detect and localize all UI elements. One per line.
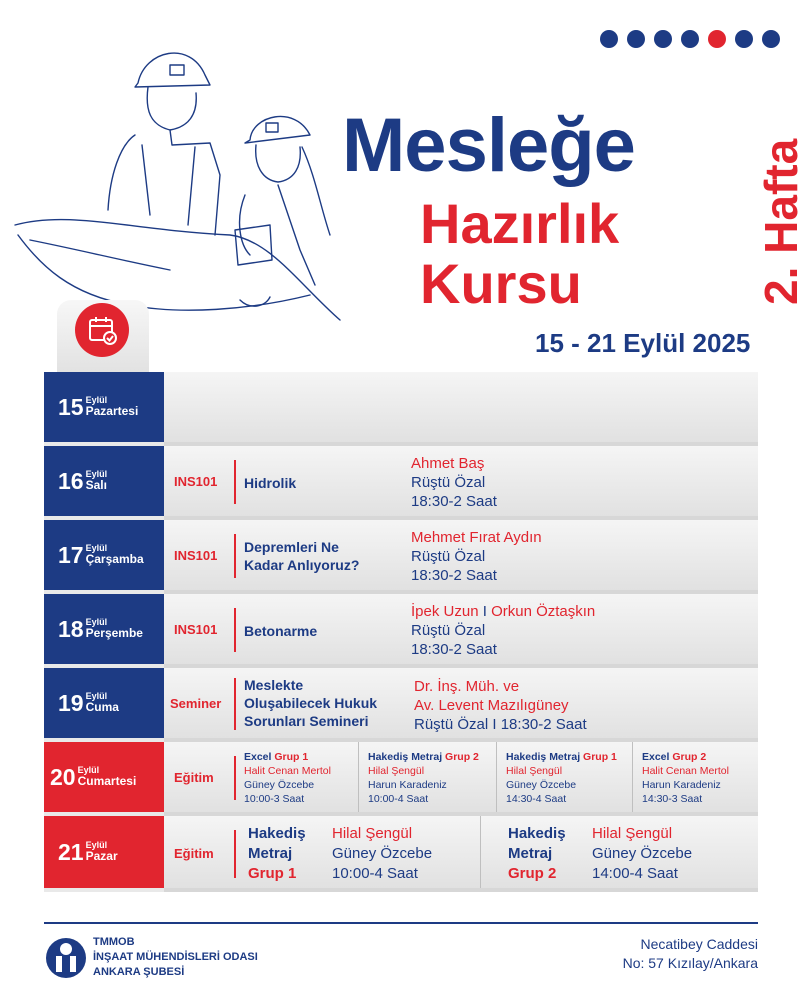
day-label: [44, 372, 164, 446]
session-cell: [634, 742, 758, 812]
schedule-row: [44, 742, 758, 816]
title-line-1: Mesleğe: [342, 103, 635, 188]
day-month: Eylül: [77, 764, 100, 775]
session-block: [508, 824, 738, 886]
progress-dot-active: [708, 30, 726, 48]
day-month: Eylül: [85, 394, 108, 405]
schedule-row: [44, 446, 758, 520]
session-title: Hakediş: [508, 825, 566, 842]
day-number: 21: [58, 838, 84, 865]
org-line: İNŞAAT MÜHENDİSLERİ ODASI: [93, 951, 258, 963]
progress-dot: [600, 30, 618, 48]
instructor: Dr. İnş. Müh. ve: [414, 678, 520, 695]
day-content: INS101 Betonarme İpek Uzun I Orkun Öztaşkın Rüştü Özal 18:30-2 Saat: [164, 594, 758, 668]
title-line-2: Hazırlık: [420, 192, 620, 255]
course-topic: Oluşabilecek Hukuk: [244, 695, 378, 711]
session-title: Excel: [642, 751, 670, 763]
divider: [496, 742, 497, 812]
session-title: Hakediş Metraj: [368, 751, 443, 763]
day-month: Eylül: [85, 542, 108, 553]
session-cell: [236, 742, 356, 812]
course-code: INS101: [174, 622, 218, 637]
instructor: Orkun Öztaşkın: [491, 603, 596, 620]
session-title: Metraj: [508, 845, 553, 862]
day-month: Eylül: [85, 839, 108, 850]
day-weekday: Salı: [85, 478, 107, 493]
engineers-line-art-icon: [10, 35, 380, 325]
instructor: Ahmet Baş: [411, 455, 485, 472]
instructor: Hilal Şengül: [332, 825, 413, 842]
time: 18:30-2 Saat: [411, 567, 497, 584]
instructor: Halit Cenan Mertol: [642, 765, 729, 777]
room: Güney Özcebe: [506, 779, 577, 791]
instructor: Av. Levent Mazılıgüney: [414, 697, 569, 714]
time: 18:30-2 Saat: [411, 641, 497, 658]
day-number: 18: [58, 615, 84, 642]
day-content: [164, 520, 758, 594]
course-topic: Betonarme: [244, 623, 318, 639]
course-topic: Meslekte: [244, 677, 304, 693]
day-weekday: Perşembe: [85, 626, 143, 641]
session-group: Grup 2: [445, 751, 479, 763]
schedule-row: [44, 816, 758, 892]
day-label: [44, 668, 164, 742]
time: 18:30-2 Saat: [411, 493, 497, 510]
time: 14:00-4 Saat: [592, 865, 678, 882]
progress-dot: [627, 30, 645, 48]
organization-name: [93, 935, 258, 980]
session-group: Grup 1: [583, 751, 617, 763]
org-line: TMMOB: [93, 936, 135, 948]
room: Rüştü Özal: [414, 716, 489, 733]
session-title: Hakediş: [248, 825, 306, 842]
progress-dot: [735, 30, 753, 48]
course-code: INS101: [174, 548, 218, 563]
session-block: [248, 824, 478, 886]
day-number: 17: [58, 541, 84, 568]
day-weekday: Pazar: [85, 849, 118, 864]
week-label: 2. Hafta: [755, 138, 807, 305]
instructor: Halit Cenan Mertol: [244, 765, 331, 777]
divider: [234, 534, 236, 578]
schedule-row: [44, 668, 758, 742]
progress-dot: [654, 30, 672, 48]
session-title: Metraj: [248, 845, 293, 862]
course-code: Eğitim: [174, 846, 214, 861]
footer-divider: [44, 922, 758, 924]
progress-dots: [600, 30, 780, 48]
progress-dot: [762, 30, 780, 48]
address-line: Necatibey Caddesi: [640, 936, 758, 952]
schedule-row: [44, 520, 758, 594]
schedule-row: [44, 372, 758, 446]
divider: [234, 678, 236, 730]
calendar-check-icon: [75, 303, 129, 357]
session-group: Grup 1: [248, 865, 297, 882]
instructor: Mehmet Fırat Aydın: [411, 529, 542, 546]
day-label: [44, 594, 164, 668]
org-line: ANKARA ŞUBESİ: [93, 966, 185, 978]
day-label: [44, 520, 164, 594]
session-cell: [498, 742, 632, 812]
divider: [234, 608, 236, 652]
day-content: Seminer Meslekte Oluşabilecek Hukuk Sorunları Semineri Dr. İnş. Müh. ve Av. Levent Mazılıgüney Rüştü Özal I 18:30-2 Saat: [164, 668, 758, 742]
instructor: Hilal Şengül: [506, 765, 563, 777]
address: [623, 935, 758, 973]
session-cell: [360, 742, 496, 812]
time: 14:30-4 Saat: [506, 793, 567, 805]
session-group: Grup 2: [672, 751, 707, 763]
day-weekday: Cuma: [85, 700, 119, 715]
room: Rüştü Özal: [411, 548, 486, 565]
day-content: [164, 446, 758, 520]
divider: [234, 460, 236, 504]
day-month: Eylül: [85, 616, 108, 627]
day-label: [44, 816, 164, 892]
room: Harun Karadeniz: [642, 779, 721, 791]
day-label: [44, 446, 164, 520]
room: Güney Özcebe: [244, 779, 315, 791]
imo-logo-icon: [44, 936, 88, 980]
room: Harun Karadeniz: [368, 779, 447, 791]
day-month: Eylül: [85, 690, 108, 701]
room: Rüştü Özal: [411, 474, 486, 491]
instructor: Hilal Şengül: [368, 765, 425, 777]
day-weekday: Cumartesi: [77, 774, 137, 789]
day-number: 20: [50, 763, 76, 790]
date-range: 15 - 21 Eylül 2025: [535, 328, 751, 358]
instructor: İpek Uzun: [411, 603, 479, 620]
course-code: Eğitim: [174, 770, 214, 785]
time: 18:30-2 Saat: [500, 716, 587, 733]
course-topic: Hidrolik: [244, 475, 297, 491]
day-weekday: Pazartesi: [85, 404, 139, 419]
address-line: No: 57 Kızılay/Ankara: [622, 955, 758, 971]
day-number: 15: [58, 393, 84, 420]
divider: [632, 742, 633, 812]
day-content-empty: [164, 372, 758, 446]
day-number: 19: [58, 689, 84, 716]
room: Güney Özcebe: [592, 845, 693, 862]
time: 14:30-3 Saat: [642, 793, 703, 805]
time: 10:00-3 Saat: [244, 793, 305, 805]
session-group: Grup 1: [274, 751, 309, 763]
divider: [234, 830, 236, 878]
divider: [358, 742, 359, 812]
day-label: [44, 742, 164, 816]
day-number: 16: [58, 467, 84, 494]
divider: [480, 816, 481, 888]
session-title: Hakediş Metraj: [506, 751, 581, 763]
course-code: Seminer: [170, 696, 222, 711]
instructor: Hilal Şengül: [592, 825, 673, 842]
room: Güney Özcebe: [332, 845, 433, 862]
course-topic: Kadar Anlıyoruz?: [244, 557, 360, 574]
time: 10:00-4 Saat: [332, 865, 418, 882]
day-content: [164, 742, 758, 816]
day-month: Eylül: [85, 468, 108, 479]
session-group: Grup 2: [508, 865, 557, 882]
time: 10:00-4 Saat: [368, 793, 429, 805]
day-weekday: Çarşamba: [85, 552, 144, 567]
progress-dot: [681, 30, 699, 48]
schedule-row: [44, 594, 758, 668]
room: Rüştü Özal: [411, 622, 486, 639]
title-line-3: Kursu: [420, 252, 582, 315]
session-title: Excel: [244, 751, 272, 763]
course-topic: Depremleri Ne: [244, 539, 339, 555]
day-content: [164, 816, 758, 892]
course-topic: Sorunları Semineri: [244, 713, 369, 729]
course-code: INS101: [174, 474, 218, 489]
